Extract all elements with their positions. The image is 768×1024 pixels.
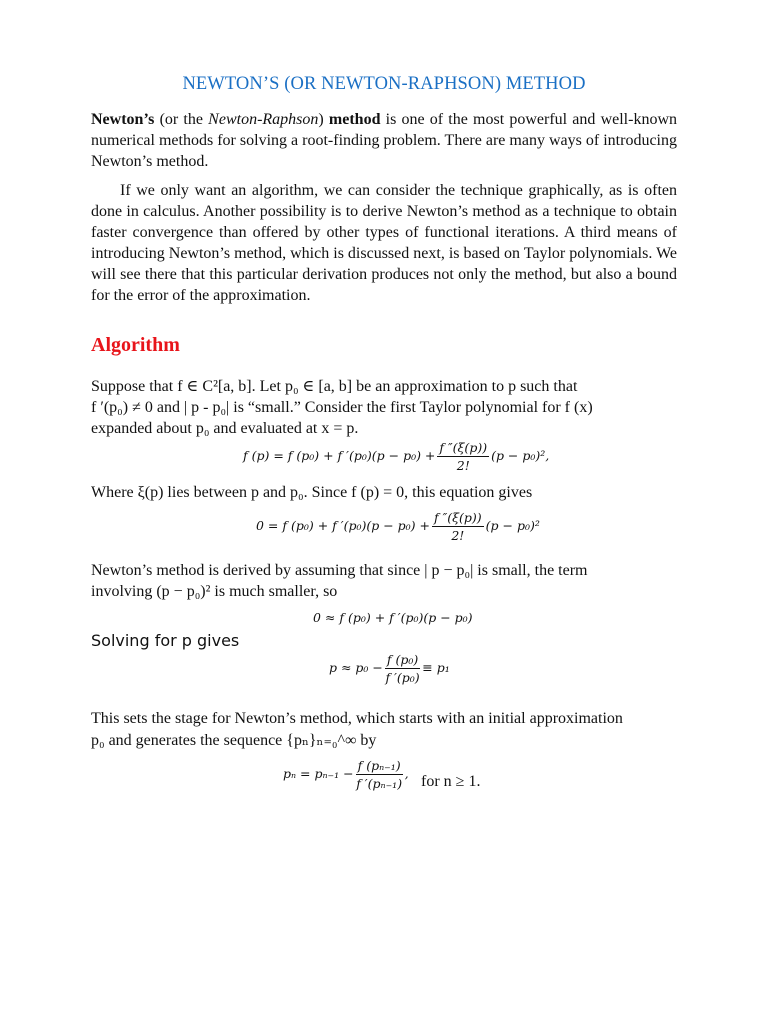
zero-eq-numerator: f ″(ξ(p)) xyxy=(434,510,482,525)
newton-iteration-equation xyxy=(283,758,409,791)
newton-eq-denominator: f ′(pₙ₋₁) xyxy=(356,776,403,791)
p1-eq-numerator: f (p₀) xyxy=(386,652,419,667)
zero-eq-denominator: 2! xyxy=(451,528,465,543)
intro-italic-name: Newton-Raphson xyxy=(208,111,319,128)
solving-line: Solving for p gives xyxy=(91,631,240,650)
approx-equation: 0 ≈ f (p₀) + f ′(p₀)(p − p₀) xyxy=(313,610,473,625)
second-paragraph: If we only want an algorithm, we can consider the technique graphically, as is often done in calculus. Another possibility is to derive Newton’s method as a technique to obtain faster convergence than offered by other types of functional iterations. A third means of introducing Newton’s method, which is discussed next, is based on Taylor polynomials. We will see there that this particular derivation produces not only the method, but also a bound for the error of the approximation. xyxy=(91,182,677,304)
taylor-equation xyxy=(243,440,549,473)
taylor-eq-fraction xyxy=(437,440,489,473)
p1-eq-fraction xyxy=(385,652,420,685)
where-line: Where ξ(p) lies between p and p₀. Since f (p) = 0, this equation gives xyxy=(91,484,533,501)
intro-bold-method: method xyxy=(328,111,381,128)
taylor-eq-lhs: f (p) = f (p₀) + f ′(p₀)(p − p₀) + xyxy=(243,448,436,463)
taylor-eq-rhs: (p − p₀)², xyxy=(491,448,550,463)
p1-equation xyxy=(329,652,450,685)
p1-eq-lhs: p ≈ p₀ − xyxy=(329,660,383,675)
newton-eq-fraction xyxy=(356,758,403,791)
algorithm-line-1: Suppose that f ∈ C²[a, b]. Let p₀ ∈ [a, b] be an approximation to p such that xyxy=(91,378,578,395)
zero-eq-fraction xyxy=(432,510,484,543)
newton-eq-condition: for n ≥ 1. xyxy=(421,773,481,790)
zero-eq-rhs: (p − p₀)² xyxy=(485,518,540,533)
section-heading: Algorithm xyxy=(91,334,180,356)
taylor-eq-numerator: f ″(ξ(p)) xyxy=(439,440,488,455)
intro-text-3: is one of the most powerful and well-known numerical methods for solving a root-finding problem. There are many ways of introducing Newton’s method. xyxy=(91,111,678,170)
derivation-line-1: Newton’s method is derived by assuming that since | p − p₀| is small, the term xyxy=(91,562,588,579)
algorithm-line-2: f ′(p₀) ≠ 0 and | p - p₀| is “small.” Consider the first Taylor polynomial for f (x) xyxy=(91,399,593,416)
zero-eq-lhs: 0 = f (p₀) + f ′(p₀)(p − p₀) + xyxy=(256,518,430,533)
p1-eq-rhs: ≡ p₁ xyxy=(422,660,450,675)
intro-paragraph xyxy=(91,109,677,172)
newton-eq-comma: , xyxy=(404,766,409,781)
taylor-eq-denominator: 2! xyxy=(456,458,470,473)
p1-eq-denominator: f ′(p₀) xyxy=(385,670,420,685)
newton-intro-line-2: p₀ and generates the sequence {pₙ}ₙ₌₀^∞ by xyxy=(91,732,377,749)
derivation-line-2: involving (p − p₀)² is much smaller, so xyxy=(91,583,338,600)
page-title: NEWTON’S (OR NEWTON-RAPHSON) METHOD xyxy=(182,74,586,94)
intro-text-2: ) xyxy=(318,111,329,128)
algorithm-line-3: expanded about p₀ and evaluated at x = p. xyxy=(91,420,359,437)
newton-eq-lhs: pₙ = pₙ₋₁ − xyxy=(283,766,354,781)
zero-equation xyxy=(256,510,540,543)
newton-eq-numerator: f (pₙ₋₁) xyxy=(357,758,401,773)
intro-bold-newton: Newton’s xyxy=(91,111,155,128)
intro-text-1: (or the xyxy=(154,111,209,128)
newton-intro-line-1: This sets the stage for Newton’s method, which starts with an initial approximation xyxy=(91,710,623,727)
